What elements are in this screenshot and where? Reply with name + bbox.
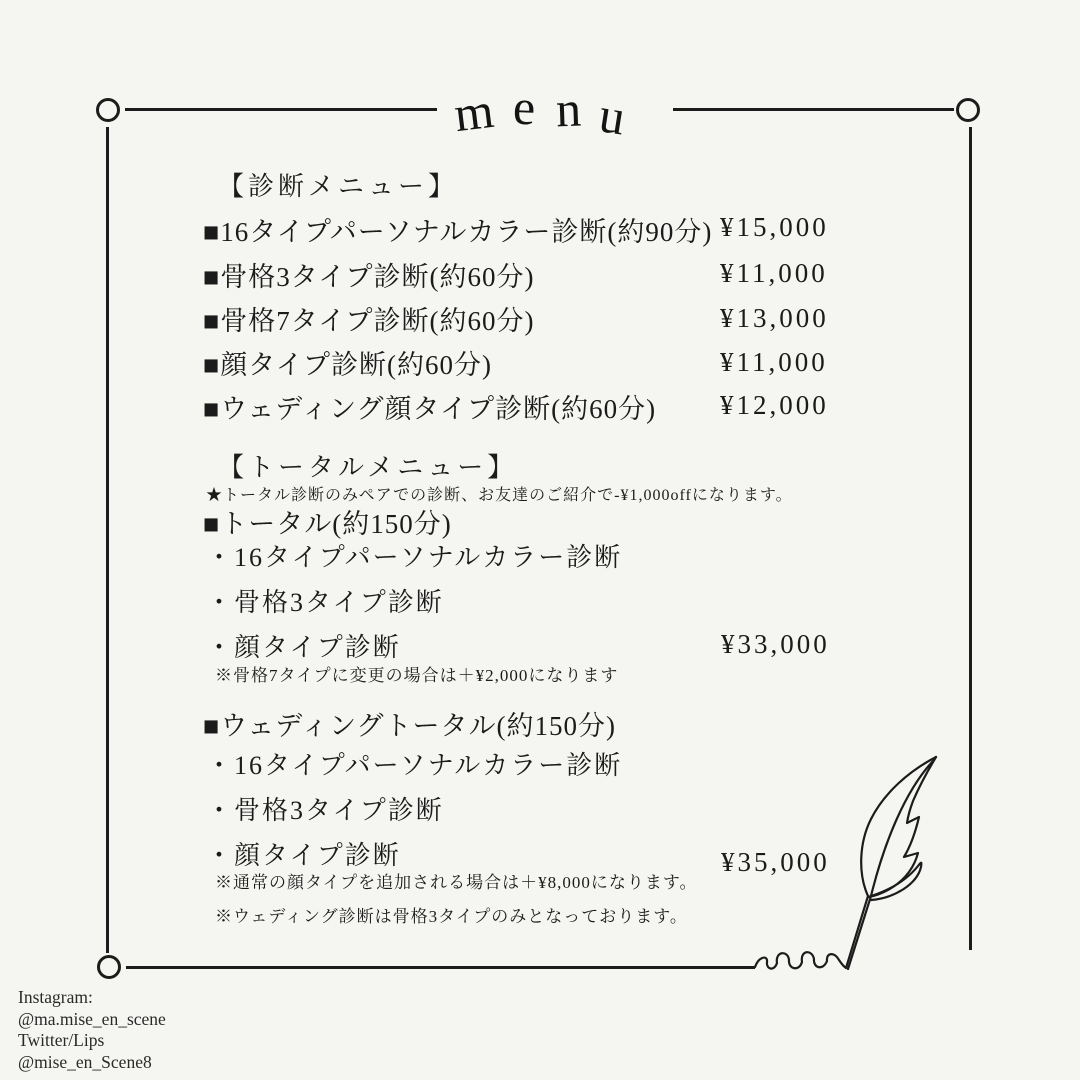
menu-item-price: ¥11,000 — [720, 258, 828, 288]
group-note: ※通常の顔タイプを追加される場合は＋¥8,000になります。 — [215, 873, 698, 892]
menu-item-price: ¥15,000 — [720, 212, 829, 242]
total-section-heading: 【トータルメニュー】 — [218, 453, 518, 482]
footer-line: Instagram: — [18, 987, 93, 1007]
menu-item-price: ¥12,000 — [720, 390, 829, 420]
social-handles — [18, 987, 166, 1073]
group-price: ¥35,000 — [721, 847, 830, 877]
group-detail: ・骨格3タイプ診断 — [206, 796, 444, 825]
footer-line: Twitter/Lips — [18, 1030, 105, 1050]
group-detail: ・顔タイプ診断 — [206, 841, 401, 870]
quill-outline-right — [868, 757, 936, 897]
menu-item-name: ■骨格3タイプ診断(約60分) — [203, 262, 535, 292]
quill-shaft — [848, 761, 933, 969]
menu-item-name: ■16タイプパーソナルカラー診断(約90分) — [203, 217, 713, 247]
quill-squiggle — [755, 952, 846, 968]
frame-line-left — [106, 127, 109, 953]
title-letter: e — [512, 78, 537, 136]
frame-line-right — [969, 127, 972, 950]
menu-item-price: ¥11,000 — [720, 347, 828, 377]
quill-outline-left — [846, 757, 936, 968]
group-detail: ・16タイプパーソナルカラー診断 — [206, 751, 623, 780]
title-letter: u — [595, 86, 629, 146]
group-title: ■トータル(約150分) — [203, 509, 452, 539]
menu-item-name: ■ウェディング顔タイプ診断(約60分) — [203, 394, 657, 424]
menu-item-price: ¥13,000 — [720, 303, 829, 333]
footer-line: @mise_en_Scene8 — [18, 1051, 152, 1072]
group-detail: ・16タイプパーソナルカラー診断 — [206, 543, 623, 572]
diagnosis-section-heading: 【診断メニュー】 — [218, 172, 459, 201]
title-letter: n — [554, 80, 582, 138]
quill-lower-barb — [868, 863, 921, 900]
frame-line-bottom — [126, 966, 755, 969]
group-price: ¥33,000 — [721, 629, 830, 659]
frame-circle-bottom-left — [97, 955, 121, 979]
group-title: ■ウェディングトータル(約150分) — [203, 711, 617, 741]
total-section-note: ★トータル診断のみペアでの診断、お友達のご紹介で-¥1,000offになります。 — [206, 487, 793, 504]
group-detail: ・顔タイプ診断 — [206, 633, 401, 662]
menu-item-name: ■顔タイプ診断(約60分) — [203, 350, 492, 380]
group-detail: ・骨格3タイプ診断 — [206, 588, 444, 617]
title-letter: m — [451, 81, 497, 143]
group-note: ※骨格7タイプに変更の場合は＋¥2,000になります — [215, 666, 619, 685]
group-note: ※ウェディング診断は骨格3タイプのみとなっております。 — [215, 907, 688, 926]
page-title — [0, 78, 1080, 146]
menu-item-name: ■骨格7タイプ診断(約60分) — [203, 306, 535, 336]
footer-line: @ma.mise_en_scene — [18, 1008, 166, 1029]
